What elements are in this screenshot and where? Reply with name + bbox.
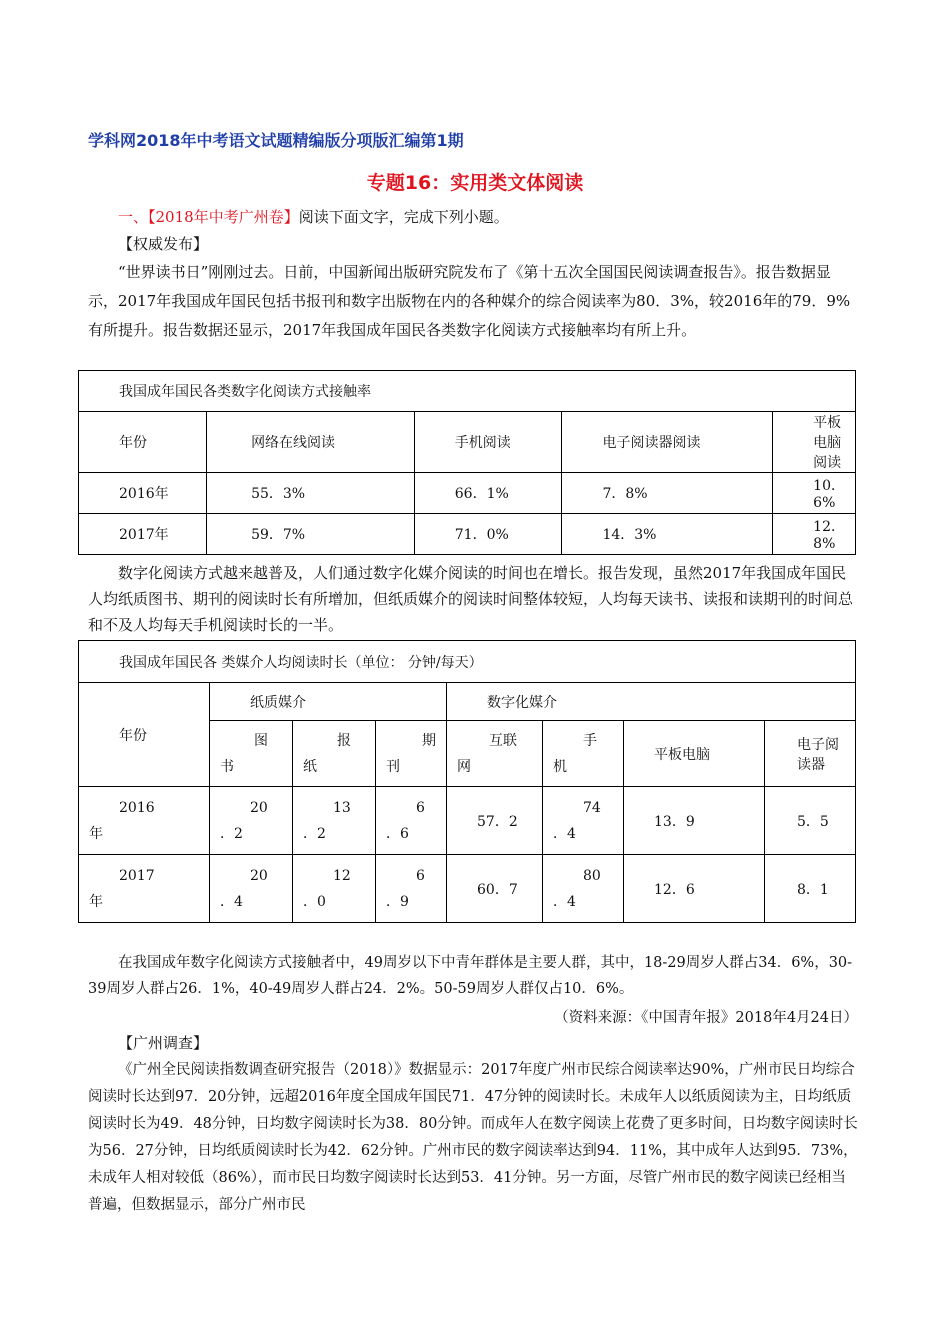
question-instruction: 阅读下面文字，完成下列小题。 (298, 208, 509, 226)
table-reading-time (78, 640, 856, 923)
question-number: 一、 (118, 208, 149, 226)
table2-cell: 13 ．2 (293, 787, 376, 855)
table1-cell: 14．3% (562, 514, 773, 555)
table2-cell: 8．1 (765, 855, 856, 923)
table2-cell: 57．2 (447, 787, 543, 855)
table2-subheader: 平板电脑 (624, 721, 765, 787)
table2-cell: 12．6 (624, 855, 765, 923)
table2-cell: 13．9 (624, 787, 765, 855)
table1-header: 平板电脑阅读 (773, 412, 856, 473)
table1-cell: 10．6% (773, 473, 856, 514)
table2-cell: 74 ．4 (543, 787, 624, 855)
table2-subheader: 手 机 (543, 721, 624, 787)
table1-cell: 55．3% (207, 473, 415, 514)
paragraph-3-source: （资料来源：《中国青年报》2018年4月24日） (554, 1010, 858, 1026)
table1-cell: 66．1% (414, 473, 562, 514)
table2-subheader: 电子阅读器 (765, 721, 856, 787)
table1-cell: 2017年 (79, 514, 207, 555)
table1-header: 年份 (79, 412, 207, 473)
table2-cell: 6 ．9 (376, 855, 447, 923)
series-title: 学科网2018年中考语文试题精编版分项版汇编第1期 (88, 131, 464, 150)
table1-header: 手机阅读 (414, 412, 562, 473)
table1-header: 网络在线阅读 (207, 412, 415, 473)
table-row (79, 473, 856, 514)
paragraph-2: 数字化阅读方式越来越普及，人们通过数字化媒介阅读的时间也在增长。报告发现，虽然2017年我国成年国民人均纸质图书、期刊的阅读时长有所增加，但纸质媒介的阅读时间整体较短，人均每天读书、读报和读期刊的时间总和不及人均每天手机阅读时长的一半。 (88, 564, 854, 634)
section-heading-authority: 【权威发布】 (118, 235, 209, 253)
table1-caption: 我国成年国民各类数字化阅读方式接触率 (79, 371, 856, 412)
table2-subheader: 期 刊 (376, 721, 447, 787)
table1-header: 电子阅读器阅读 (562, 412, 773, 473)
table1-cell: 71．0% (414, 514, 562, 555)
table1-cell: 59．7% (207, 514, 415, 555)
topic-title: 专题16：实用类文体阅读 (366, 172, 584, 194)
table2-year: 2016 年 (79, 787, 210, 855)
table2-cell: 12 ．0 (293, 855, 376, 923)
table2-subheader: 互联 网 (447, 721, 543, 787)
table2-cell: 20 ．4 (210, 855, 293, 923)
question-source: 【2018年中考广州卷】 (148, 208, 299, 226)
table2-cell: 5．5 (765, 787, 856, 855)
paragraph-3: 在我国成年数字化阅读方式接触者中，49周岁以下中青年群体是主要人群，其中，18-29周岁人群占34．6%，30-39周岁人群占26．1%，40-49周岁人群占24．2%。50-59周岁人群仅占10．6%。 (88, 955, 853, 997)
table-row (79, 787, 856, 855)
table2-cell: 60．7 (447, 855, 543, 923)
question-intro (88, 204, 858, 230)
section-heading-guangzhou: 【广州调查】 (118, 1034, 209, 1052)
table2-subheader: 报 纸 (293, 721, 376, 787)
table2-subheader: 图 书 (210, 721, 293, 787)
table2-cell: 80 ．4 (543, 855, 624, 923)
table-row (79, 514, 856, 555)
table2-cell: 20 ．2 (210, 787, 293, 855)
table2-digital-header: 数字化媒介 (447, 683, 856, 721)
table1-cell: 12．8% (773, 514, 856, 555)
table2-paper-header: 纸质媒介 (210, 683, 447, 721)
table2-cell: 6 ．6 (376, 787, 447, 855)
table1-cell: 7．8% (562, 473, 773, 514)
table-digital-reading-rate (78, 370, 856, 555)
table2-year: 2017 年 (79, 855, 210, 923)
table2-year-header: 年份 (79, 683, 210, 787)
table1-cell: 2016年 (79, 473, 207, 514)
paragraph-4: 《广州全民阅读指数调查研究报告（2018）》数据显示：2017年度广州市民综合阅读率达90%，广州市民日均综合阅读时长达到97．20分钟，远超2016年度全国成年国民71．47分钟的阅读时长。未成年人以纸质阅读为主，日均纸质阅读时长为49．48分钟，日均数字阅读时长为38．80分钟。而成年人在数字阅读上花费了更多时间，日均数字阅读时长为56．27分钟，日均纸质阅读时长为42．62分钟。广州市民的数字阅读率达到94．11%，其中成年人达到95．73%，未成年人相对较低（86%），而市民日均数字阅读时长达到53．41分钟。另一方面，尽管广州市民的数字阅读已经相当普遍，但数据显示，部分广州市民 (88, 1062, 858, 1213)
table-row (79, 855, 856, 923)
table2-caption: 我国成年国民各 类媒介人均阅读时长（单位： 分钟/每天） (79, 641, 856, 683)
paragraph-1: “世界读书日”刚刚过去。日前，中国新闻出版研究院发布了《第十五次全国国民阅读调查报告》。报告数据显示，2017年我国成年国民包括书报刊和数字出版物在内的各种媒介的综合阅读率为80．3%，较2016年的79．9%有所提升。报告数据还显示，2017年我国成年国民各类数字化阅读方式接触率均有所上升。 (88, 263, 851, 339)
